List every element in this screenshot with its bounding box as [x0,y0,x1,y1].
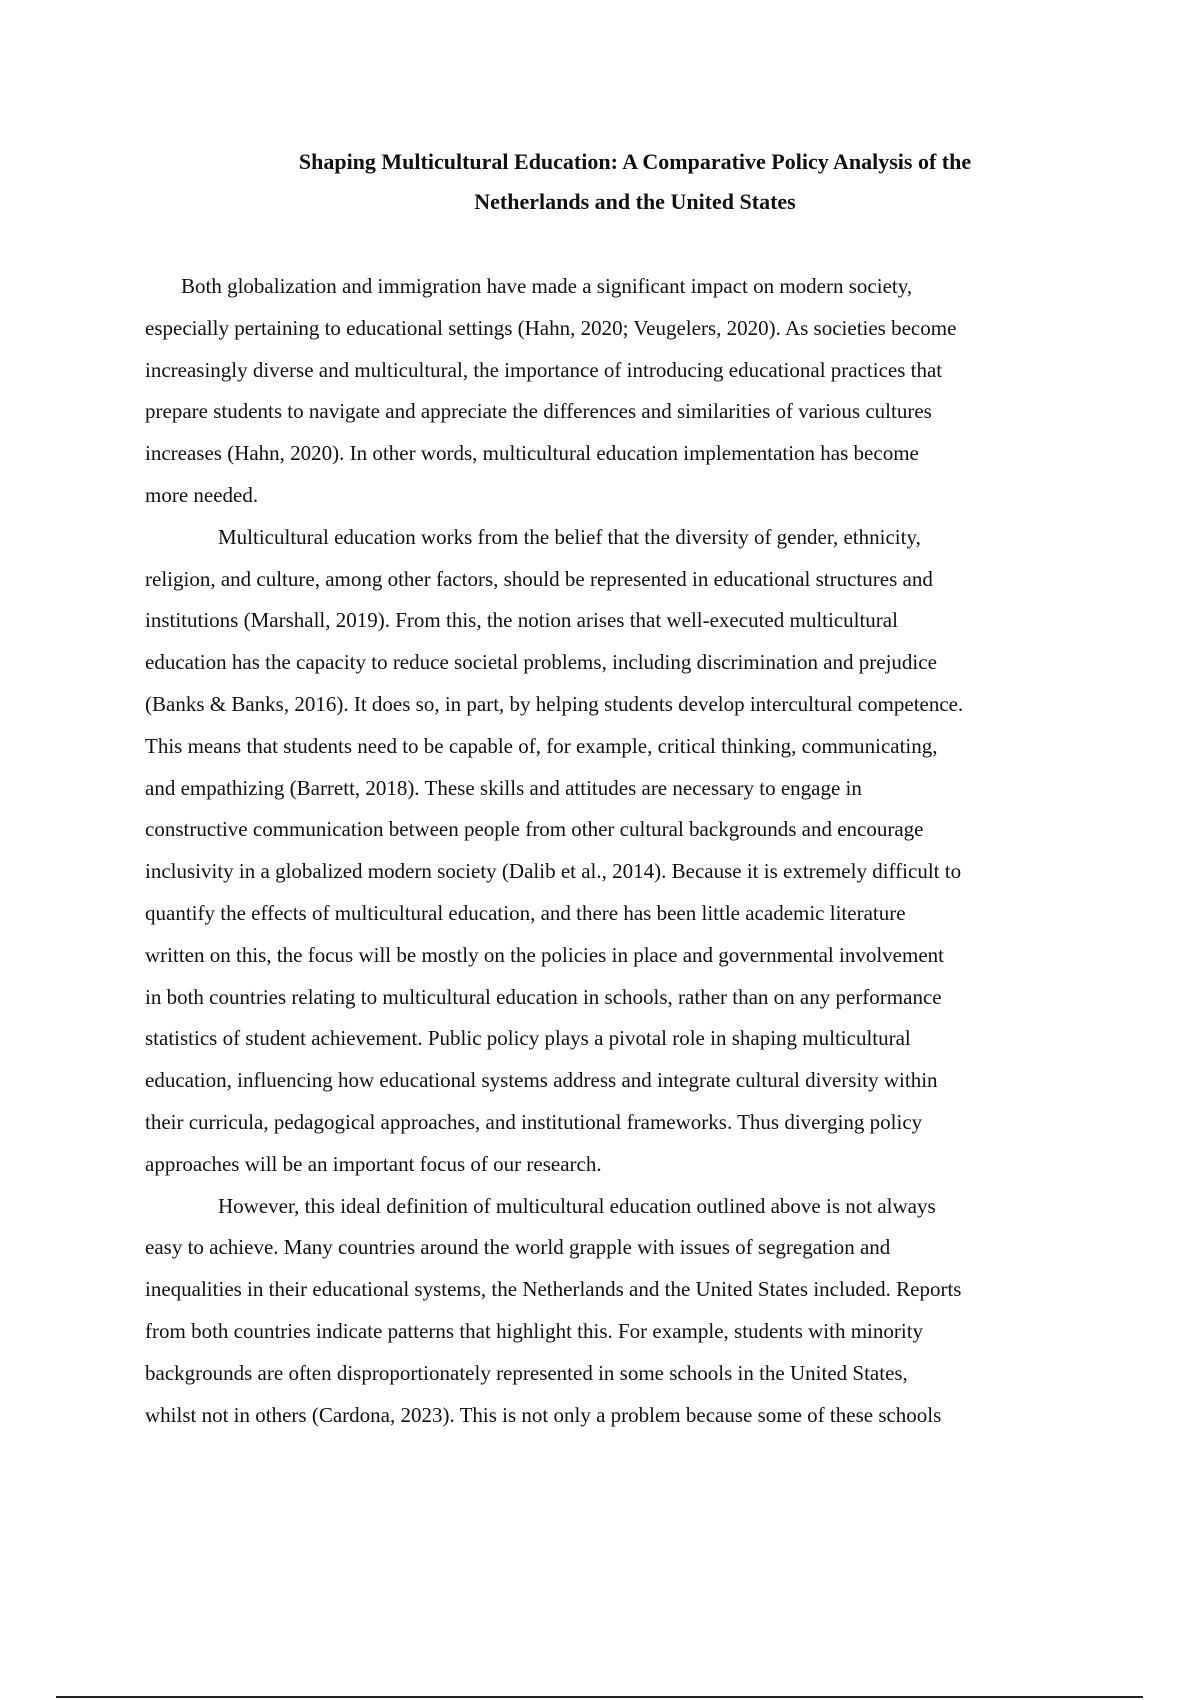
document-title [240,142,1030,222]
title-line: Shaping Multicultural Education: A Comparative Policy Analysis of the [298,149,972,174]
document-body [145,266,1090,1436]
text-line: Both globalization and immigration have made a significant impact on modern society, [181,274,913,298]
text-line: and empathizing (Barrett, 2018). These skills and attitudes are necessary to engage in [145,775,862,800]
text-line: backgrounds are often disproportionately represented in some schools in the United States, [145,1360,908,1385]
text-line: whilst not in others (Cardona, 2023). This is not only a problem because some of these schools [145,1402,942,1427]
paragraph-3 [145,1186,1090,1437]
paragraph-2 [145,517,1090,1186]
text-line: increases (Hahn, 2020). In other words, multicultural education implementation has become [145,441,919,466]
text-line: in both countries relating to multicultural education in schools, rather than on any performance [145,984,942,1009]
text-line: from both countries indicate patterns that highlight this. For example, students with minority [145,1318,924,1343]
text-line: written on this, the focus will be mostly on the policies in place and governmental involvement [145,942,944,967]
paragraph-1 [145,266,1090,517]
text-line: education has the capacity to reduce societal problems, including discrimination and prejudice [145,650,937,675]
text-line: However, this ideal definition of multicultural education outlined above is not always [218,1193,936,1218]
text-line: inclusivity in a globalized modern society (Dalib et al., 2014). Because it is extremely difficult to [145,859,962,884]
text-line: easy to achieve. Many countries around the world grapple with issues of segregation and [145,1235,891,1260]
text-line: education, influencing how educational systems address and integrate cultural diversity within [145,1068,938,1093]
text-line: their curricula, pedagogical approaches, and institutional frameworks. Thus diverging policy [145,1109,923,1134]
text-line: constructive communication between people from other cultural backgrounds and encourage [145,817,924,842]
text-line: prepare students to navigate and appreciate the differences and similarities of various cultures [145,399,932,424]
text-line: statistics of student achievement. Public policy plays a pivotal role in shaping multicultural [145,1026,911,1051]
text-line: inequalities in their educational systems, the Netherlands and the United States included. Reports [145,1277,962,1302]
text-line: Multicultural education works from the belief that the diversity of gender, ethnicity, [218,524,921,549]
text-line: quantify the effects of multicultural education, and there has been little academic literature [145,900,906,925]
text-line: (Banks & Banks, 2016). It does so, in part, by helping students develop intercultural competence. [145,691,964,716]
text-line: religion, and culture, among other factors, should be represented in educational structures and [145,566,933,591]
page-bottom-rule [56,1696,1143,1698]
text-line: more needed. [145,482,259,507]
text-line: increasingly diverse and multicultural, the importance of introducing educational practices that [145,357,943,382]
text-line: approaches will be an important focus of our research. [145,1151,602,1176]
text-line: institutions (Marshall, 2019). From this, the notion arises that well-executed multicultural [145,608,898,633]
text-line: This means that students need to be capable of, for example, critical thinking, communicating, [145,733,938,758]
title-line: Netherlands and the United States [474,189,796,214]
text-line: especially pertaining to educational settings (Hahn, 2020; Veugelers, 2020). As societies become [145,315,957,340]
